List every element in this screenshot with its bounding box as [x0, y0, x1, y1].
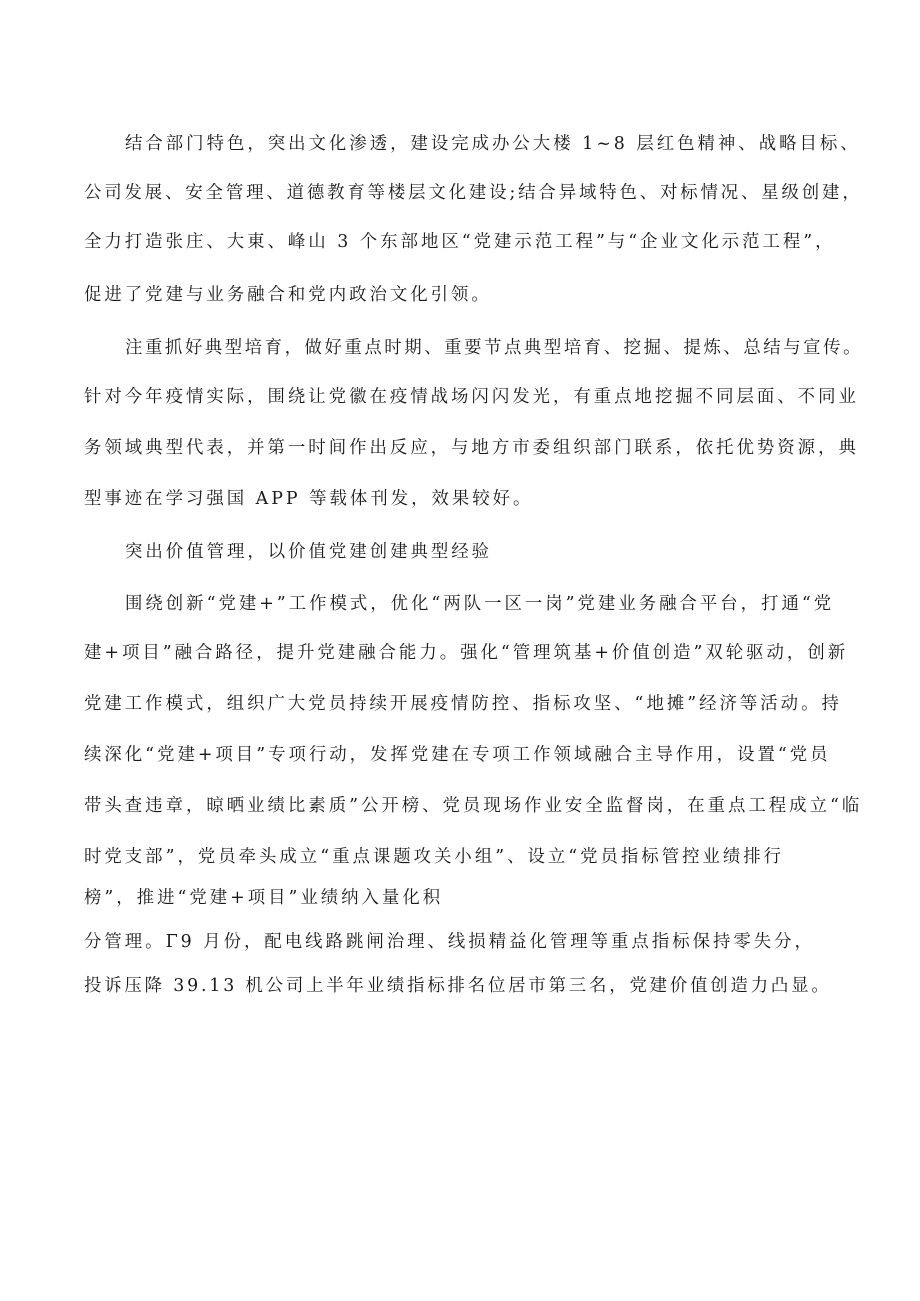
paragraph-3-line-3: 党建工作模式，组织广大党员持续开展疫情防控、指标攻坚、“地摊”经济等活动。持 — [84, 694, 842, 714]
paragraph-2-line-4: 型事迹在学习强国 APP 等载体刊发，效果较好。 — [84, 489, 534, 509]
paragraph-1-line-1: 结合部门特色，突出文化渗透，建设完成办公大楼 1~8 层红色精神、战略目标、 — [125, 134, 861, 154]
paragraph-3-line-6: 时党支部”，党员牵头成立“重点课题攻关小组”、设立“党员指标管控业绩排行 — [84, 847, 785, 867]
paragraph-3-line-4: 续深化“党建+项目”专项行动，发挥党建在专项工作领域融合主导作用，设置“党员 — [84, 745, 831, 765]
paragraph-2-line-3: 务领域典型代表，并第一时间作出反应，与地方市委组织部门联系，依托优势资源，典 — [84, 438, 859, 458]
paragraph-2-line-1: 注重抓好典型培育，做好重点时期、重要节点典型培育、挖掘、提炼、总结与宣传。 — [125, 338, 864, 358]
paragraph-3-line-7: 榜”，推进“党建+项目”业绩纳入量化积 — [84, 888, 444, 908]
paragraph-1-line-4: 促进了党建与业务融合和党内政治文化引领。 — [84, 285, 492, 305]
paragraph-1-line-2: 公司发展、安全管理、道德教育等楼层文化建设;结合异域特色、对标情况、星级创建， — [84, 183, 863, 203]
paragraph-2-line-2: 针对今年疫情实际，围绕让党徽在疫情战场闪闪发光，有重点地挖掘不同层面、不同业 — [84, 387, 859, 407]
paragraph-3-line-9: 投诉压降 39.13 机公司上半年业绩指标排名位居市第三名，党建价值创造力凸显。 — [84, 976, 832, 996]
paragraph-3-line-2: 建+项目”融合路径，提升党建融合能力。强化“管理筑基+价值创造”双轮驱动，创新 — [84, 643, 849, 663]
paragraph-3-line-5: 带头查违章，晾晒业绩比素质”公开榜、党员现场作业安全监督岗，在重点工程成立“临 — [84, 796, 863, 816]
paragraph-1-line-3: 全力打造张庄、大東、峰山 3 个东部地区“党建示范工程”与“企业文化示范工程”， — [84, 232, 836, 252]
section-heading: 突出价值管理，以价值党建创建典型经验 — [125, 542, 493, 562]
paragraph-3-line-8: 分管理。Γ9 月份，配电线路跳闸治理、线损精益化管理等重点指标保持零失分， — [84, 932, 815, 952]
paragraph-3-line-1: 围绕创新“党建+”工作模式，优化“两队一区一岗”党建业务融合平台，打通“党 — [125, 594, 835, 614]
